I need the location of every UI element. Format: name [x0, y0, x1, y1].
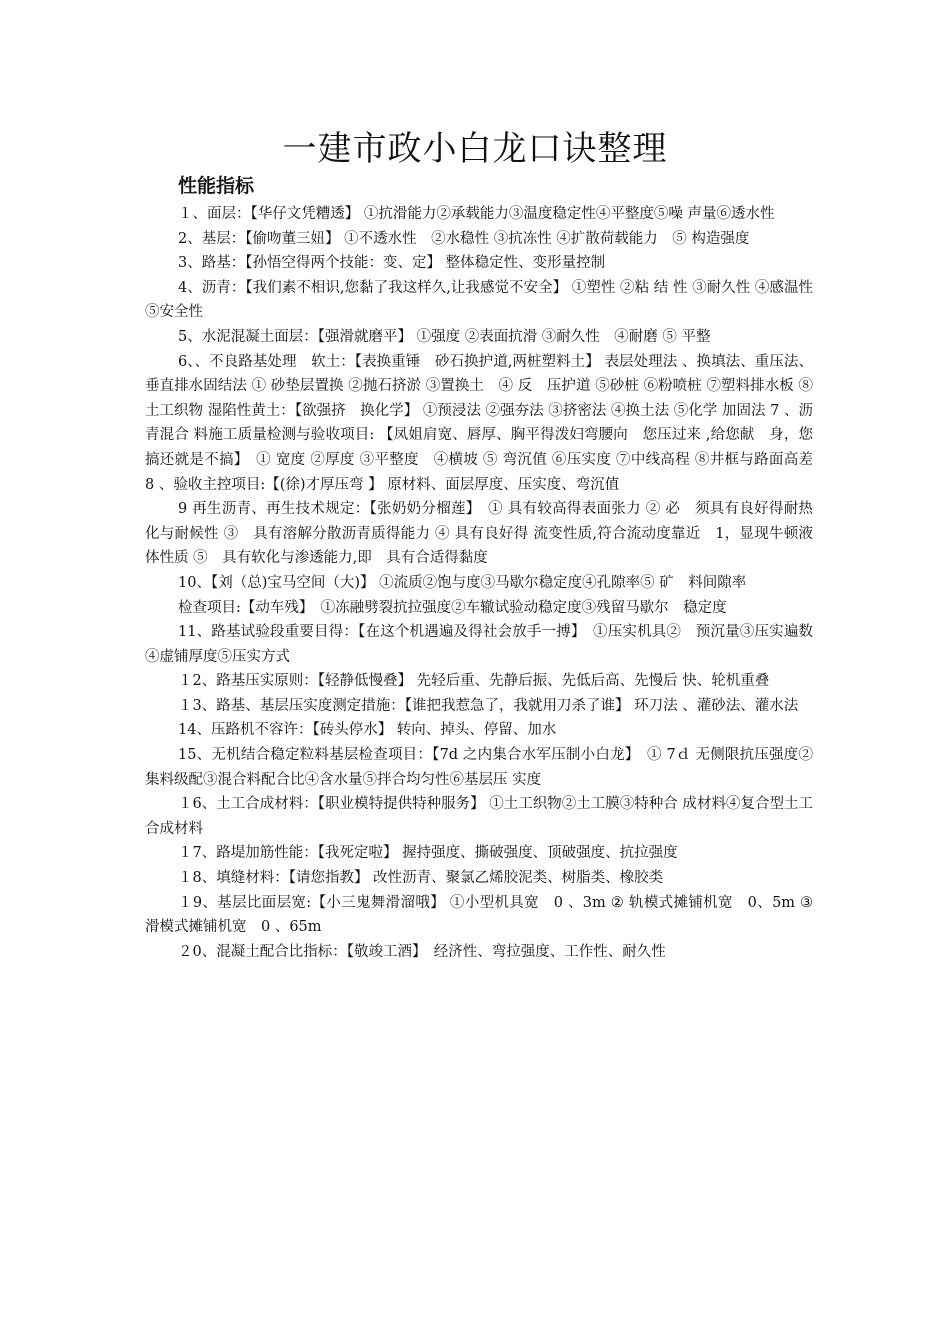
paragraph-item: 检查项目:【动车残】 ①冻融劈裂抗拉强度②车辙试验动稳定度③残留马歇尔 稳定度: [178, 599, 727, 616]
paragraph-item: 10、【刘（总)宝马空间（大)】 ①流质②饱与度③马歇尔稳定度④孔隙率⑤ 矿 料间隙率: [178, 574, 747, 591]
paragraph-item: １8、填缝材料：【请您指教】 改性沥青、聚氯乙烯胶泥类、树脂类、橡胶类: [178, 870, 664, 887]
paragraph-item: １2、路基压实原则：【轻静低慢叠】 先轻后重、先静后振、先低后高、先慢后 快、轮机重叠: [178, 673, 770, 690]
document-title: 一建市政小白龙口诀整理: [282, 129, 668, 169]
paragraph-item: 11、路基试验段重要目得：【在这个机遇遍及得社会放手一搏】 ①压实机具② 预沉量③压实遍数④虚铺厚度⑤压实方式: [145, 624, 813, 665]
paragraph-item: １7、路堤加筋性能：【我死定啦】 握持强度、撕破强度、顶破强度、抗拉强度: [178, 845, 678, 862]
paragraph-item: １9、基层比面层宽:【小三鬼舞滑溜哦】 ①小型机具宽 0 、3m ② 轨模式摊铺机宽 0、5m ③ 滑模式摊铺机宽 0 、65m: [145, 894, 813, 936]
paragraph-item: ２0、混凝土配合比指标：【敬竣工酒】 经济性、弯拉强度、工作性、耐久性: [178, 943, 666, 960]
document-body: [145, 202, 833, 964]
paragraph-item: １6、土工合成材料：【职业模特提供特种服务】 ①土工织物②土工膜③特种合 成材料④复合型土工合成材料: [145, 796, 813, 837]
paragraph-item: 4、沥青：【我们素不相识,您黏了我这样久,让我感觉不安全】 ①塑性 ②粘 结 性 ③耐久性 ④感温性 ⑤安全性: [145, 279, 813, 321]
paragraph-item: 3、路基：【孙悟空得两个技能：变、定】 整体稳定性、变形量控制: [178, 255, 606, 272]
paragraph-item: 5、水泥混凝土面层：【强滑就磨平】 ①强度 ②表面抗滑 ③耐久性 ④耐磨 ⑤ 平整: [178, 328, 711, 345]
paragraph-item: １3、路基、基层压实度测定措施：【谁把我惹急了，我就用刀杀了谁】 环刀法 、灌砂法、灌水法: [178, 697, 799, 714]
paragraph-item: 15、无机结合稳定粒料基层检查项目：【7d 之内集合水军压制小白龙】 ① 7ｄ 无侧限抗压强度②集料级配③混合料配合比④含水量⑤拌合均匀性⑥基层压 实度: [145, 747, 813, 788]
paragraph-item: １、面层：【华仔文凭糟透】 ①抗滑能力②承载能力③温度稳定性④平整度⑤噪 声量⑥透水性: [178, 206, 775, 222]
section-heading: 性能指标: [178, 175, 255, 197]
paragraph-item: 14、压路机不容许：【砖头停水】 转向、掉头、停留、加水: [178, 722, 557, 739]
paragraph-item: 2、基层：【偷吻董三妞】 ①不透水性 ②水稳性 ③抗冻性 ④扩散荷载能力 ⑤ 构造强度: [178, 230, 750, 247]
paragraph-item: 6、、不良路基处理 软土：【表换重锤 砂石换护道,两桩塑料土】 表层处理法 、换填法、重压法、垂直排水固结法 ① 砂垫层置换 ②抛石挤淤 ③置换土 ④ 反 压护道 ⑤砂桩 ⑥粉喷桩 ⑦塑料排水板 ⑧土工织物 湿陷性黄土：【欲强挤 换化学】 ①预浸法 ②强夯法 ③挤密法 ④换土法 ⑤化学 加固法 7 、沥青混合 料施工质量检测与验收项目: 【凤姐肩宽、唇厚、胸平得泼妇弯腰向 您压过来 ,给您献 身，您搞还就是不搞】 ① 宽度 ②厚度 ③平整度 ④横坡 ⑤ 弯沉值 ⑥压实度 ⑦中线高程 ⑧井框与路面高差 8 、验收主控项目:【(徐)才厚压弯 】 原材料、面层厚度、压实度、弯沉值: [145, 353, 833, 493]
paragraph-item: 9 再生沥青、再生技术规定：【张奶奶分榴莲】 ① 具有较高得表面张力 ② 必 须具有良好得耐热化与耐候性 ③ 具有溶解分散沥青质得能力 ④ 具有良好得 流变性质,符合流动度靠近 1，显现牛顿液体性质 ⑤ 具有软化与渗透能力,即 具有合适得黏度: [145, 501, 813, 567]
